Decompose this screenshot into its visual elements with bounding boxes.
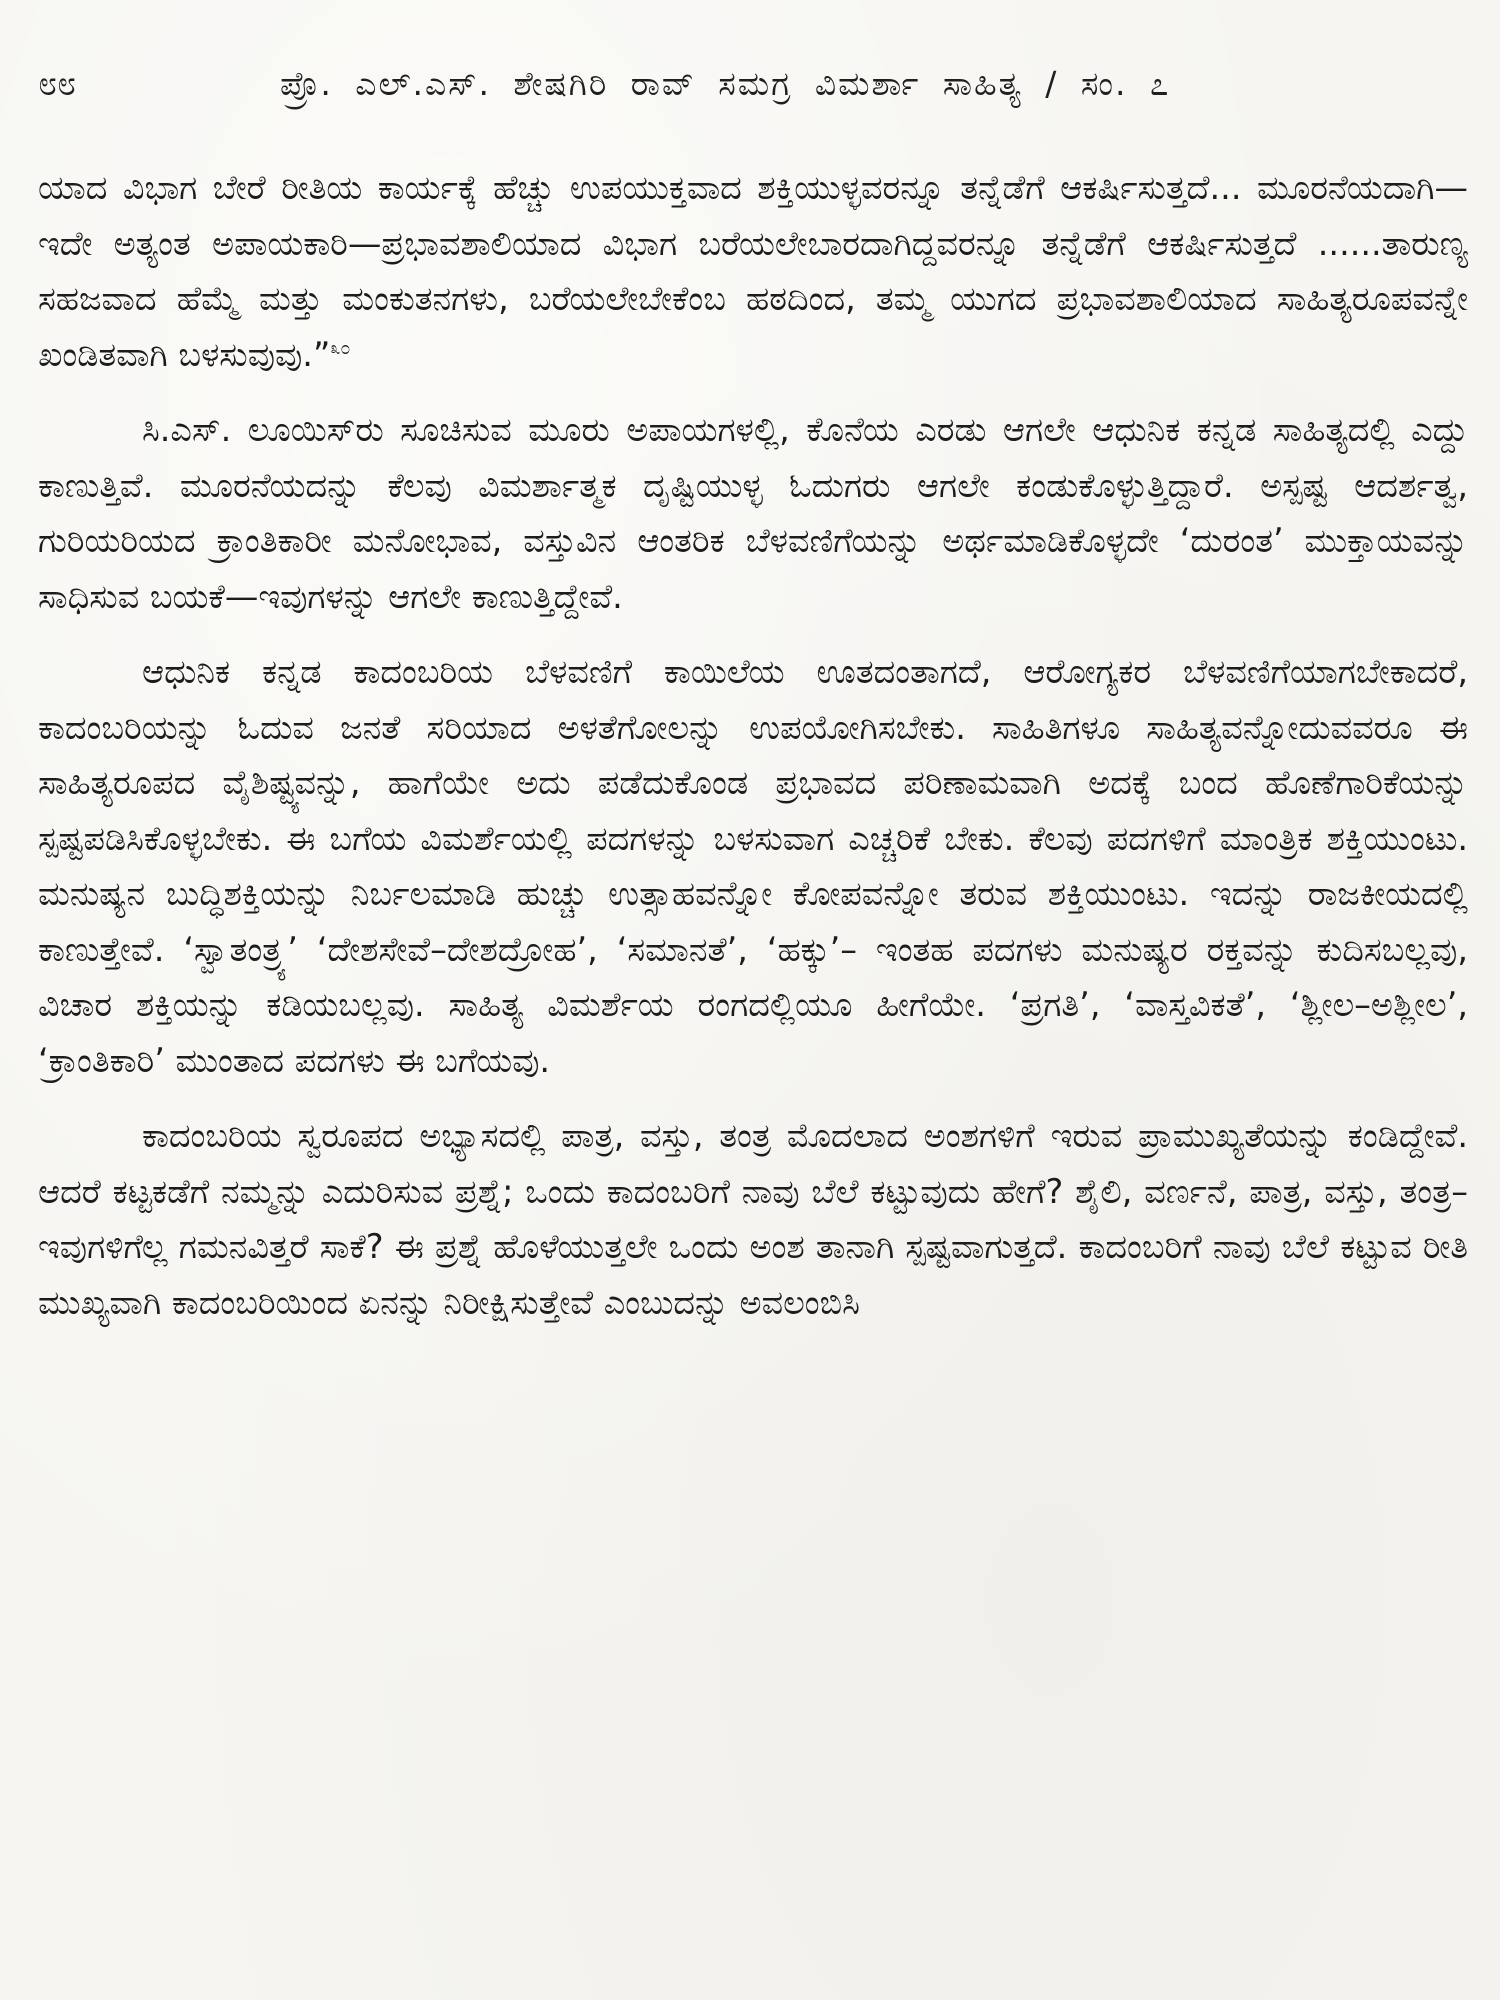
paragraph-4: ಕಾದಂಬರಿಯ ಸ್ವರೂಪದ ಅಭ್ಯಾಸದಲ್ಲಿ ಪಾತ್ರ, ವಸ್ತು, ತಂತ್ರ ಮೊದಲಾದ ಅಂಶಗಳಿಗೆ ಇರುವ ಪ್ರಾಮುಖ್ಯತೆಯನ್ನು ಕಂಡಿದ್ದೇವೆ. ಆದರೆ ಕಟ್ಟಕಡೆಗೆ ನಮ್ಮನ್ನು ಎದುರಿಸುವ ಪ್ರಶ್ನೆ; ಒಂದು ಕಾದಂಬರಿಗೆ ನಾವು ಬೆಲೆ ಕಟ್ಟುವುದು ಹೇಗೆ? ಶೈಲಿ, ವರ್ಣನೆ, ಪಾತ್ರ, ವಸ್ತು, ತಂತ್ರ–ಇವುಗಳಿಗೆಲ್ಲ ಗಮನವಿತ್ತರೆ ಸಾಕೆ? ಈ ಪ್ರಶ್ನೆ ಹೊಳೆಯುತ್ತಲೇ ಒಂದು ಅಂಶ ತಾನಾಗಿ ಸ್ಪಷ್ಟವಾಗುತ್ತದೆ. ಕಾದಂಬರಿಗೆ ನಾವು ಬೆಲೆ ಕಟ್ಟುವ ರೀತಿ ಮುಖ್ಯವಾಗಿ ಕಾದಂಬರಿಯಿಂದ ಏನನ್ನು ನಿರೀಕ್ಷಿಸುತ್ತೇವೆ ಎಂಬುದನ್ನು ಅವಲಂಬಿಸಿ [38,1116,1468,1322]
running-head: ಪ್ರೊ. ಎಲ್.ಎಸ್. ಶೇಷಗಿರಿ ರಾವ್ ಸಮಗ್ರ ವಿಮರ್ಶಾ ಸಾಹಿತ್ಯ / ಸಂ. ೭ [280,64,1171,103]
page-number: ೮೮ [38,64,77,104]
paragraph-2: ಸಿ.ಎಸ್. ಲೂಯಿಸ್‌ರು ಸೂಚಿಸುವ ಮೂರು ಅಪಾಯಗಳಲ್ಲಿ, ಕೊನೆಯ ಎರಡು ಆಗಲೇ ಆಧುನಿಕ ಕನ್ನಡ ಸಾಹಿತ್ಯದಲ್ಲಿ ಎದ್ದು ಕಾಣುತ್ತಿವೆ. ಮೂರನೆಯದನ್ನು ಕೆಲವು ವಿಮರ್ಶಾತ್ಮಕ ದೃಷ್ಟಿಯುಳ್ಳ ಓದುಗರು ಆಗಲೇ ಕಂಡುಕೊಳ್ಳುತ್ತಿದ್ದಾರೆ. ಅಸ್ಪಷ್ಟ ಆದರ್ಶತ್ವ, ಗುರಿಯರಿಯದ ಕ್ರಾಂತಿಕಾರೀ ಮನೋಭಾವ, ವಸ್ತುವಿನ ಆಂತರಿಕ ಬೆಳವಣಿಗೆಯನ್ನು ಅರ್ಥಮಾಡಿಕೊಳ್ಳದೇ ‘ದುರಂತ’ ಮುಕ್ತಾಯವನ್ನು ಸಾಧಿಸುವ ಬಯಕೆ—ಇವುಗಳನ್ನು ಆಗಲೇ ಕಾಣುತ್ತಿದ್ದೇವೆ. [38,410,1468,616]
paragraph-1-text: ಯಾದ ವಿಭಾಗ ಬೇರೆ ರೀತಿಯ ಕಾರ್ಯಕ್ಕೆ ಹೆಚ್ಚು ಉಪಯುಕ್ತವಾದ ಶಕ್ತಿಯುಳ್ಳವರನ್ನೂ ತನ್ನೆಡೆಗೆ ಆಕರ್ಷಿಸುತ್ತದೆ... ಮೂರನೆಯದಾಗಿ—ಇದೇ ಅತ್ಯಂತ ಅಪಾಯಕಾರಿ—ಪ್ರಭಾವಶಾಲಿಯಾದ ವಿಭಾಗ ಬರೆಯಲೇಬಾರದಾಗಿದ್ದವರನ್ನೂ ತನ್ನೆಡೆಗೆ ಆಕರ್ಷಿಸುತ್ತದೆ ......ತಾರುಣ್ಯ ಸಹಜವಾದ ಹೆಮ್ಮೆ ಮತ್ತು ಮಂಕುತನಗಳು, ಬರೆಯಲೇಬೇಕೆಂಬ ಹಠದಿಂದ, ತಮ್ಮ ಯುಗದ ಪ್ರಭಾವಶಾಲಿಯಾದ ಸಾಹಿತ್ಯರೂಪವನ್ನೇ ಖಂಡಿತವಾಗಿ ಬಳಸುವುವು.” [38,168,1468,374]
paragraph-3: ಆಧುನಿಕ ಕನ್ನಡ ಕಾದಂಬರಿಯ ಬೆಳವಣಿಗೆ ಕಾಯಿಲೆಯ ಊತದಂತಾಗದೆ, ಆರೋಗ್ಯಕರ ಬೆಳವಣಿಗೆಯಾಗಬೇಕಾದರೆ, ಕಾದಂಬರಿಯನ್ನು ಓದುವ ಜನತೆ ಸರಿಯಾದ ಅಳತೆಗೋಲನ್ನು ಉಪಯೋಗಿಸಬೇಕು. ಸಾಹಿತಿಗಳೂ ಸಾಹಿತ್ಯವನ್ನೋದುವವರೂ ಈ ಸಾಹಿತ್ಯರೂಪದ ವೈಶಿಷ್ಟ್ಯವನ್ನು, ಹಾಗೆಯೇ ಅದು ಪಡೆದುಕೊಂಡ ಪ್ರಭಾವದ ಪರಿಣಾಮವಾಗಿ ಅದಕ್ಕೆ ಬಂದ ಹೊಣೆಗಾರಿಕೆಯನ್ನು ಸ್ಪಷ್ಟಪಡಿಸಿಕೊಳ್ಳಬೇಕು. ಈ ಬಗೆಯ ವಿಮರ್ಶೆಯಲ್ಲಿ ಪದಗಳನ್ನು ಬಳಸುವಾಗ ಎಚ್ಚರಿಕೆ ಬೇಕು. ಕೆಲವು ಪದಗಳಿಗೆ ಮಾಂತ್ರಿಕ ಶಕ್ತಿಯುಂಟು. ಮನುಷ್ಯನ ಬುದ್ಧಿಶಕ್ತಿಯನ್ನು ನಿರ್ಬಲಮಾಡಿ ಹುಚ್ಚು ಉತ್ಸಾಹವನ್ನೋ ಕೋಪವನ್ನೋ ತರುವ ಶಕ್ತಿಯುಂಟು. ಇದನ್ನು ರಾಜಕೀಯದಲ್ಲಿ ಕಾಣುತ್ತೇವೆ. ‘ಸ್ವಾತಂತ್ರ್ಯ’ ‘ದೇಶಸೇವೆ–ದೇಶದ್ರೋಹ’, ‘ಸಮಾನತೆ’, ‘ಹಕ್ಕು’– ಇಂತಹ ಪದಗಳು ಮನುಷ್ಯರ ರಕ್ತವನ್ನು ಕುದಿಸಬಲ್ಲವು, ವಿಚಾರ ಶಕ್ತಿಯನ್ನು ಕಡಿಯಬಲ್ಲವು. ಸಾಹಿತ್ಯ ವಿಮರ್ಶೆಯ ರಂಗದಲ್ಲಿಯೂ ಹೀಗೆಯೇ. ‘ಪ್ರಗತಿ’, ‘ವಾಸ್ತವಿಕತೆ’, ‘ಶ್ಲೀಲ–ಅಶ್ಲೀಲ’, ‘ಕ್ರಾಂತಿಕಾರಿ’ ಮುಂತಾದ ಪದಗಳು ಈ ಬಗೆಯವು. [38,652,1468,1080]
page-header [38,60,1478,110]
footnote-marker: ೩೦ [330,337,351,359]
body-text [38,160,1468,1350]
paragraph-1 [38,160,1468,382]
